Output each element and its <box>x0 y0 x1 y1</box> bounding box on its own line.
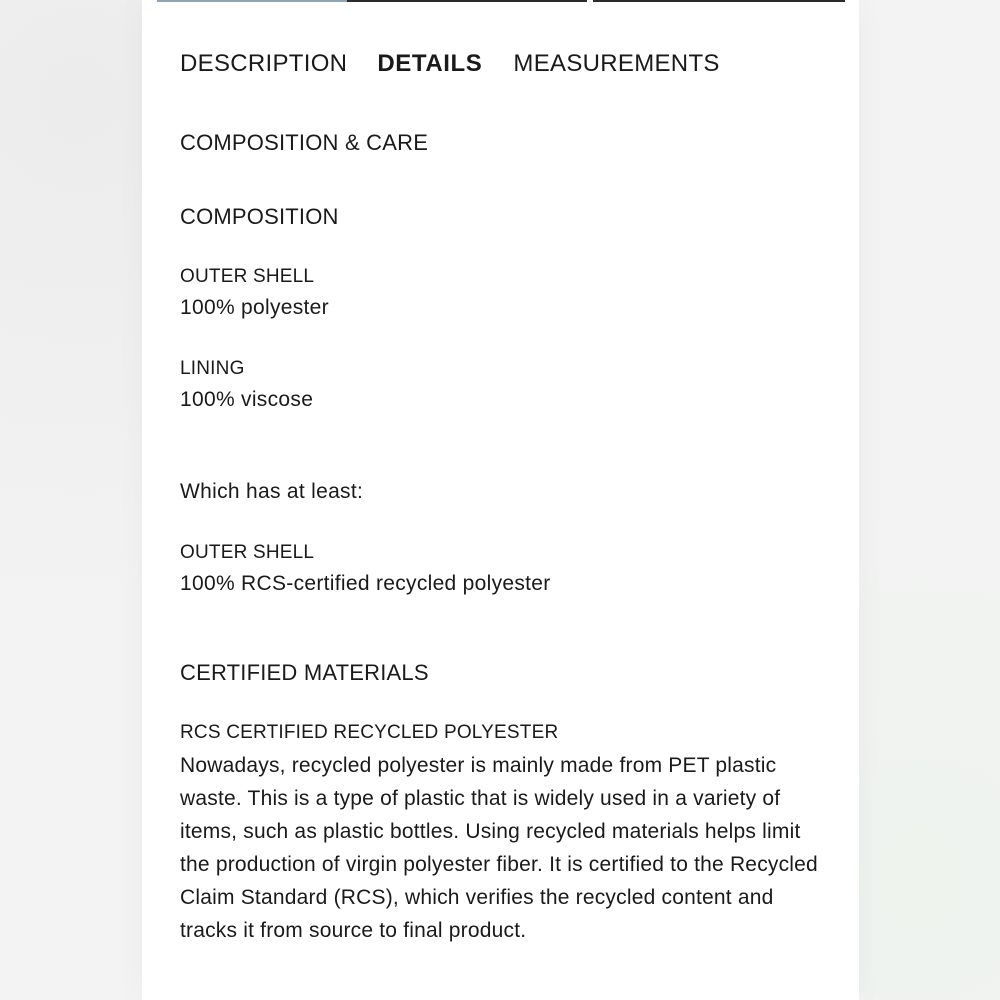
outer-shell-label: OUTER SHELL <box>180 266 315 287</box>
certified-material-description: Nowadays, recycled polyester is mainly made from PET plastic waste. This is a type of plastic that is widely used in a variety of items, such as plastic bottles. Using recycled materials helps limit the production of virgin polyester fiber. It is certified to the Recycled Claim Standard (RCS), which verifies the recycled content and tracks it from source to final product. <box>180 754 818 942</box>
recycled-outer-shell-label: OUTER SHELL <box>180 542 315 563</box>
details-tabs <box>180 50 720 78</box>
composition-heading: COMPOSITION <box>180 204 339 229</box>
section-title: COMPOSITION & CARE <box>180 130 429 155</box>
product-image-edge <box>157 0 845 2</box>
lining-value: 100% viscose <box>180 388 314 411</box>
tab-measurements[interactable]: MEASUREMENTS <box>513 50 720 77</box>
certified-material-label: RCS CERTIFIED RECYCLED POLYESTER <box>180 722 559 743</box>
outer-shell-value: 100% polyester <box>180 296 329 319</box>
at-least-intro: Which has at least: <box>180 480 364 503</box>
product-details-panel <box>142 0 859 1000</box>
lining-label: LINING <box>180 358 245 379</box>
tab-description[interactable]: DESCRIPTION <box>180 50 348 77</box>
tab-details[interactable]: DETAILS <box>377 50 483 77</box>
certified-materials-heading: CERTIFIED MATERIALS <box>180 660 429 685</box>
recycled-outer-shell-value: 100% RCS-certified recycled polyester <box>180 572 551 595</box>
